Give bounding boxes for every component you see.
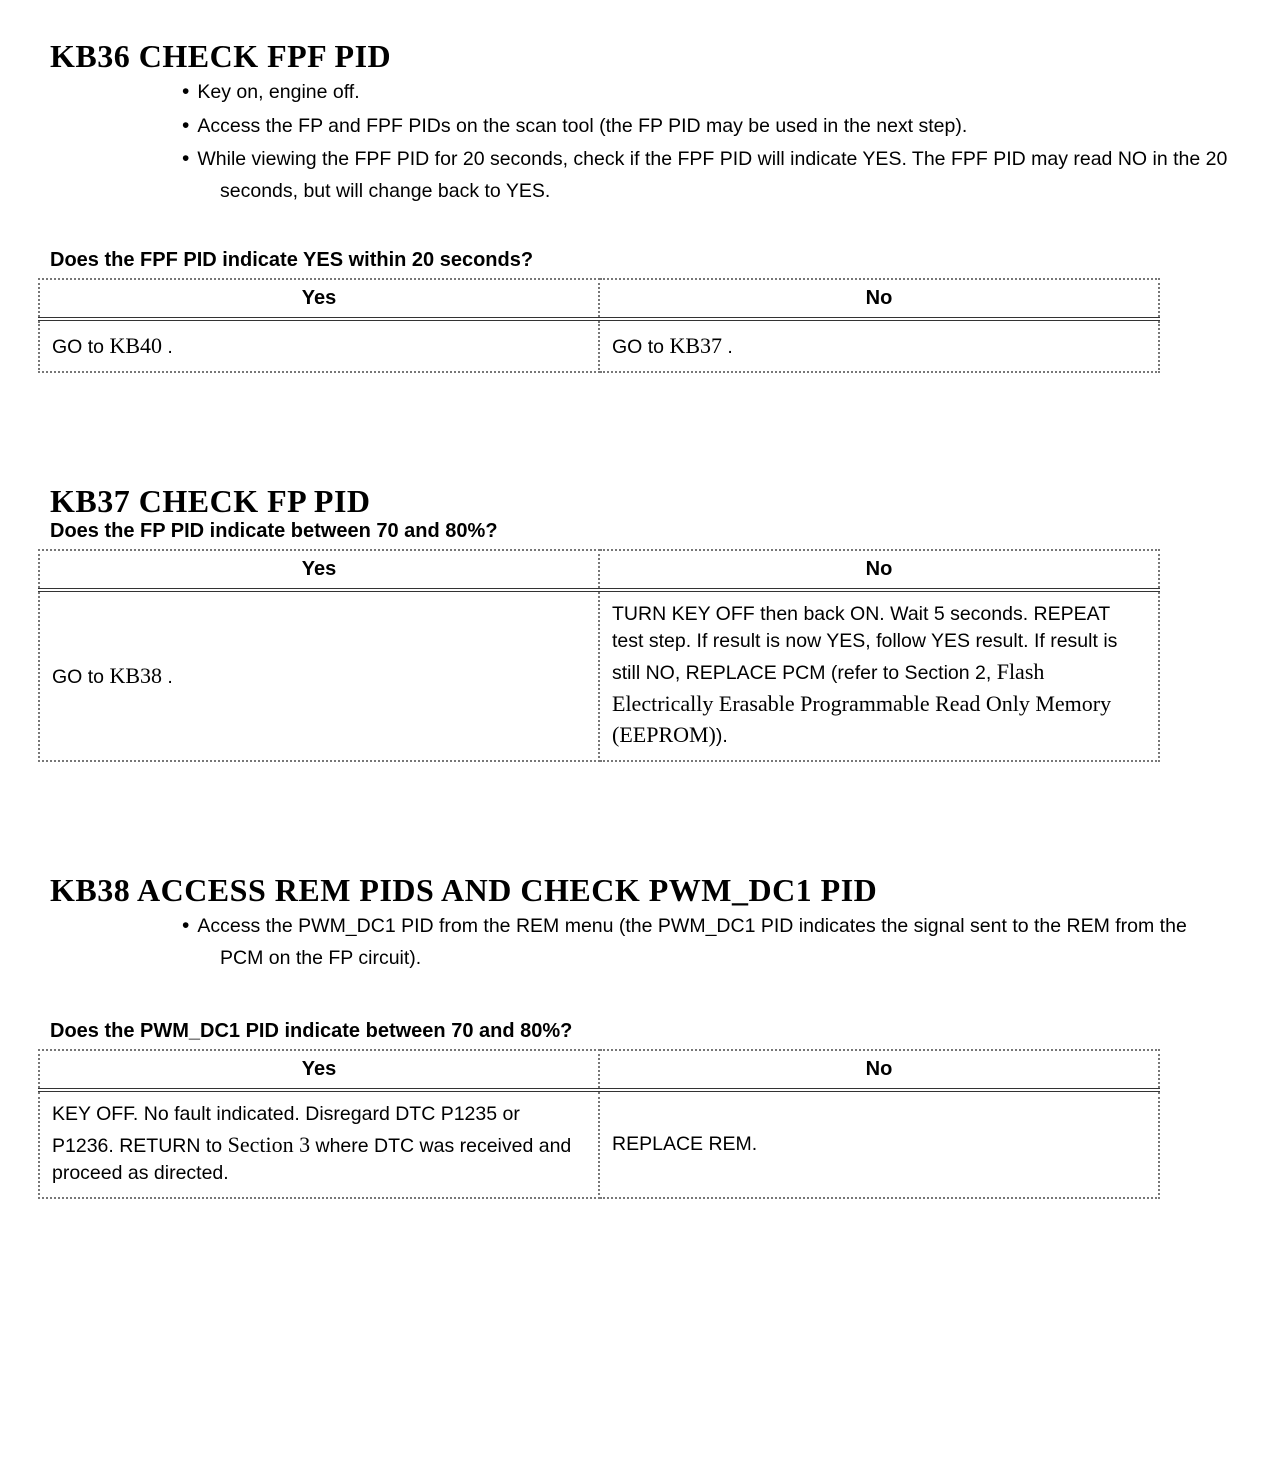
- decision-table-kb36: [38, 278, 1160, 373]
- question-text-kb36: Does the FPF PID indicate YES within 20 seconds?: [50, 248, 534, 271]
- heading-kb38: KB38 ACCESS REM PIDS AND CHECK PWM_DC1 PID: [50, 872, 878, 909]
- bullet-item: • Key on, engine off.: [182, 75, 1230, 109]
- text-run: .: [162, 335, 173, 358]
- table-header-no: No: [599, 279, 1159, 319]
- bullet-item: • Access the PWM_DC1 PID from the REM menu (the PWM_DC1 PID indicates the signal sent to the REM from the PCM on the FP circuit).: [182, 909, 1230, 974]
- text-run: GO to: [52, 666, 110, 689]
- section-kb38: [50, 872, 1230, 1199]
- no-cell: [599, 590, 1159, 761]
- bullet-list-kb36: [50, 75, 1230, 207]
- table-header-row: [39, 550, 1159, 590]
- heading-kb36: KB36 CHECK FPF PID: [50, 38, 392, 74]
- table-header-row: [39, 279, 1159, 319]
- text-run: KB37: [669, 332, 722, 358]
- text-run: ).: [715, 725, 728, 748]
- table-header-yes: Yes: [39, 279, 599, 319]
- section-kb37: [50, 483, 1230, 762]
- table-header-yes: Yes: [39, 550, 599, 590]
- question-text-kb38: Does the PWM_DC1 PID indicate between 70 and 80%?: [50, 1019, 573, 1042]
- text-run: GO to: [612, 335, 670, 358]
- table-header-yes: Yes: [39, 1050, 599, 1090]
- decision-table-kb38: [38, 1049, 1160, 1199]
- yes-cell: [39, 590, 599, 761]
- table-row: [39, 319, 1159, 372]
- text-run: .: [162, 666, 173, 689]
- text-run: Flash Electrically Erasable Programmable Read Only Memory (EEPROM): [612, 659, 1112, 748]
- text-run: Section 3: [227, 1131, 311, 1157]
- yes-cell: [39, 319, 599, 372]
- decision-table-kb37: [38, 549, 1160, 762]
- question-text-kb37: Does the FP PID indicate between 70 and 80%?: [50, 519, 498, 542]
- text-run: TURN KEY OFF then back ON. Wait 5 seconds. REPEAT test step. If result is now YES, follow YES result. If result is still NO, REPLACE PCM (refer to Section 2,: [612, 602, 1118, 685]
- table-row: [39, 1090, 1159, 1198]
- text-run: KB38: [109, 663, 162, 689]
- table-row: [39, 590, 1159, 761]
- table-header-row: [39, 1050, 1159, 1090]
- bullet-item: • Access the FP and FPF PIDs on the scan tool (the FP PID may be used in the next step).: [182, 109, 1230, 143]
- text-run: where DTC was received and proceed as directed.: [52, 1134, 572, 1185]
- heading-kb37: KB37 CHECK FP PID: [50, 482, 371, 519]
- table-header-no: No: [599, 1050, 1159, 1090]
- bullet-list-kb38: [50, 909, 1230, 974]
- no-cell: [599, 319, 1159, 372]
- text-run: KB40: [109, 332, 162, 358]
- section-kb36: [50, 38, 1230, 373]
- text-run: REPLACE REM.: [612, 1132, 758, 1155]
- table-header-no: No: [599, 550, 1159, 590]
- text-run: .: [722, 335, 733, 358]
- no-cell: [599, 1090, 1159, 1198]
- text-run: KEY OFF. No fault indicated. Disregard DTC P1235 or P1236. RETURN to: [52, 1102, 520, 1157]
- bullet-item: • While viewing the FPF PID for 20 seconds, check if the FPF PID will indicate YES. The FPF PID may read NO in the 20 seconds, but will change back to YES.: [182, 142, 1230, 207]
- text-run: GO to: [52, 335, 110, 358]
- yes-cell: [39, 1090, 599, 1198]
